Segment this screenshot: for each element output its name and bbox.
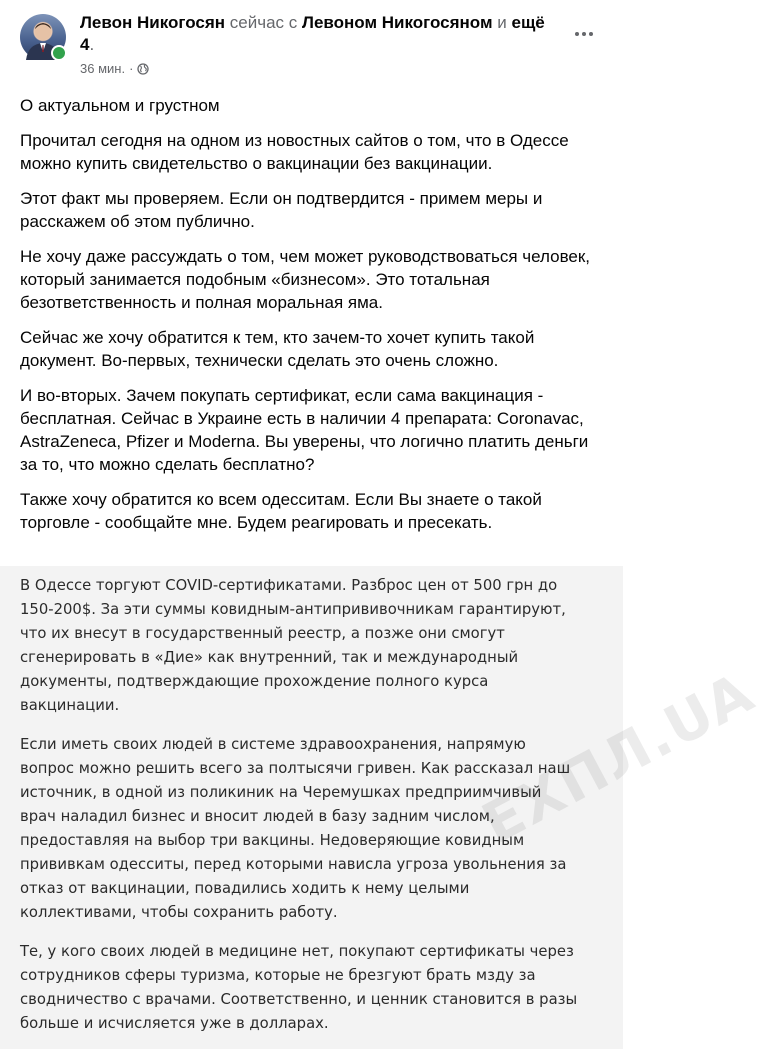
more-options-button[interactable] <box>569 24 599 44</box>
author-name-link[interactable]: Левон Никогосян <box>80 13 226 32</box>
globe-icon[interactable] <box>137 63 149 75</box>
period-text: . <box>89 35 95 54</box>
post-header <box>16 10 607 86</box>
image-watermark: ЕХПЛ.UA <box>472 660 765 857</box>
image-paragraph: Если иметь своих людей в системе здравоохранения, напрямую вопрос можно решить всего за полтысячи гривен. Как рассказал наш источник, в одной из поликиник на Черемушках предприимчивый врач наладил бизнес и вносит людей в базу задним числом, предоставляя на выбор три вакцины. Недоверяющие ковидным прививкам одесситы, перед которыми нависла угроза увольнения за отказ от вакцинации, повадились ходить к нему целыми коллективами, чтобы сохранить работу. <box>20 736 571 921</box>
post-meta <box>80 61 550 77</box>
timestamp-link[interactable]: 36 мин. <box>80 61 126 76</box>
others-link[interactable]: ещё 4 <box>80 13 545 54</box>
and-text: и <box>497 13 507 32</box>
more-dots-icon <box>582 32 586 36</box>
post-paragraph: И во-вторых. Зачем покупать сертификат, если сама вакцинация - бесплатная. Сейчас в Украине есть в наличии 4 препарата: Coronavac, AstraZeneca, Pfizer и Moderna. Вы уверены, что логично платить деньги за то, что можно сделать бесплатно? <box>20 386 589 474</box>
more-dots-icon <box>575 32 579 36</box>
header-text <box>80 12 550 77</box>
meta-separator: · <box>129 61 134 76</box>
author-avatar[interactable] <box>20 14 66 60</box>
image-text <box>20 574 580 1051</box>
with-text: сейчас с <box>229 13 298 32</box>
tagged-person-link[interactable]: Левоном Никогосяном <box>302 13 493 32</box>
post-paragraph: Сейчас же хочу обратится к тем, кто зачем-то хочет купить такой документ. Во-первых, технически сделать это очень сложно. <box>20 328 535 370</box>
attached-image[interactable] <box>0 566 765 1049</box>
post-paragraph: О актуальном и грустном <box>20 96 220 115</box>
online-status-dot <box>51 45 67 61</box>
more-dots-icon <box>589 32 593 36</box>
image-paragraph: В Одессе торгуют COVID-сертификатами. Разброс цен от 500 грн до 150-200$. За эти суммы ковидным-антипрививочникам гарантируют, что их внесут в государственный реестр, а позже они смогут сгенерировать в «Дие» как внутренний, так и международный документы, подтверждающие прохождение полного курса вакцинации. <box>20 577 566 714</box>
author-line <box>80 12 550 56</box>
post-paragraph: Не хочу даже рассуждать о том, чем может руководствоваться человек, который занимается подобным «бизнесом». Это тотальная безответственность и полная моральная яма. <box>20 247 591 312</box>
post-text <box>20 94 610 546</box>
image-paragraph: Те, у кого своих людей в медицине нет, покупают сертификаты через сотрудников сферы туризма, которые не брезгуют брать мзду за сводничество с врачами. Соответственно, и ценник становится в разы больше и исчисляется уже в долларах. <box>20 943 578 1032</box>
post-paragraph: Этот факт мы проверяем. Если он подтвердится - примем меры и расскажем об этом публично. <box>20 189 543 231</box>
post-paragraph: Прочитал сегодня на одном из новостных сайтов о том, что в Одессе можно купить свидетельство о вакцинации без вакцинации. <box>20 131 569 173</box>
post-paragraph: Также хочу обратится ко всем одесситам. Если Вы знаете о такой торговле - сообщайте мне. Будем реагировать и пресекать. <box>20 490 542 532</box>
